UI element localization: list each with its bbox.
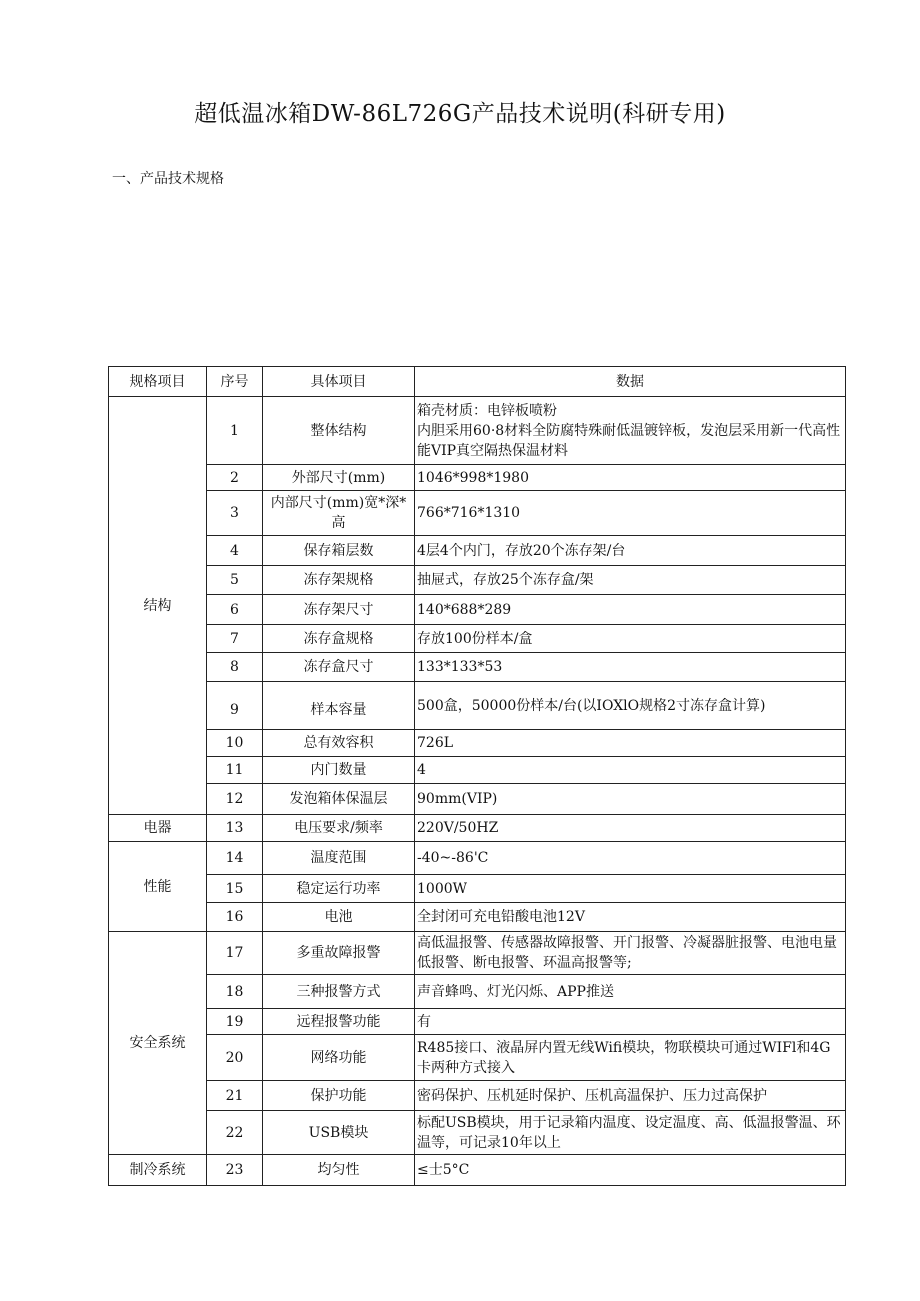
row-number: 6 xyxy=(207,595,263,625)
table-row xyxy=(109,625,846,653)
row-value: 90mm(VIP) xyxy=(415,784,846,815)
row-item: 发泡箱体保温层 xyxy=(263,784,415,815)
header-value: 数据 xyxy=(415,367,846,397)
row-item: 电压要求/频率 xyxy=(263,815,415,842)
table-row xyxy=(109,682,846,730)
row-value: 4 xyxy=(415,757,846,784)
row-value: 140*688*289 xyxy=(415,595,846,625)
table-row xyxy=(109,465,846,491)
table-row xyxy=(109,975,846,1009)
row-item: 总有效容积 xyxy=(263,730,415,757)
row-value: 箱壳材质：电锌板喷粉 内胆采用60·8材料全防腐特殊耐低温镀锌板，发泡层采用新一代高性能VIP真空隔热保温材料 xyxy=(415,397,846,465)
row-item: 稳定运行功率 xyxy=(263,875,415,903)
row-number: 2 xyxy=(207,465,263,491)
row-number: 17 xyxy=(207,932,263,975)
row-value: 1000W xyxy=(415,875,846,903)
row-value: 220V/50HZ xyxy=(415,815,846,842)
row-number: 22 xyxy=(207,1111,263,1155)
table-header-row xyxy=(109,367,846,397)
table-row xyxy=(109,1111,846,1155)
table-row xyxy=(109,875,846,903)
table-row xyxy=(109,397,846,465)
row-number: 3 xyxy=(207,491,263,536)
row-value: 密码保护、压机延时保护、压机高温保护、压力过高保护 xyxy=(415,1081,846,1111)
table-row xyxy=(109,1081,846,1111)
row-number: 12 xyxy=(207,784,263,815)
row-value: 4层4个内门，存放20个冻存架/台 xyxy=(415,536,846,566)
table-row xyxy=(109,784,846,815)
table-row xyxy=(109,1009,846,1035)
category-electric: 电器 xyxy=(109,815,207,842)
row-item: 保存箱层数 xyxy=(263,536,415,566)
table-row xyxy=(109,566,846,595)
row-number: 10 xyxy=(207,730,263,757)
row-item: 内门数量 xyxy=(263,757,415,784)
row-item: 保护功能 xyxy=(263,1081,415,1111)
row-value: -40~-86'C xyxy=(415,842,846,875)
row-item: 三种报警方式 xyxy=(263,975,415,1009)
header-category: 规格项目 xyxy=(109,367,207,397)
row-item: 整体结构 xyxy=(263,397,415,465)
row-item: 电池 xyxy=(263,903,415,932)
row-item: 温度范围 xyxy=(263,842,415,875)
row-item: 冻存盒规格 xyxy=(263,625,415,653)
row-number: 16 xyxy=(207,903,263,932)
spec-table xyxy=(108,366,846,1186)
row-number: 5 xyxy=(207,566,263,595)
table-row xyxy=(109,842,846,875)
row-number: 4 xyxy=(207,536,263,566)
row-value: 全封闭可充电铅酸电池12V xyxy=(415,903,846,932)
row-number: 11 xyxy=(207,757,263,784)
row-value: 1046*998*1980 xyxy=(415,465,846,491)
table-row xyxy=(109,536,846,566)
row-value: 133*133*53 xyxy=(415,653,846,682)
row-number: 8 xyxy=(207,653,263,682)
row-item: 外部尺寸(mm) xyxy=(263,465,415,491)
table-row xyxy=(109,757,846,784)
row-item: 网络功能 xyxy=(263,1035,415,1081)
row-item: 均匀性 xyxy=(263,1155,415,1186)
table-row xyxy=(109,653,846,682)
row-item: 冻存盒尺寸 xyxy=(263,653,415,682)
row-value: 抽屉式，存放25个冻存盒/架 xyxy=(415,566,846,595)
table-row xyxy=(109,932,846,975)
row-value: 声音蜂鸣、灯光闪烁、APP推送 xyxy=(415,975,846,1009)
row-value: R485接口、液晶屏内置无线Wifi模块，物联模块可通过WIFl和4G卡两种方式接入 xyxy=(415,1035,846,1081)
header-number: 序号 xyxy=(207,367,263,397)
row-value: 766*716*1310 xyxy=(415,491,846,536)
row-value: ≤士5°C xyxy=(415,1155,846,1186)
row-value: 高低温报警、传感器故障报警、开门报警、冷凝器脏报警、电池电量低报警、断电报警、环温高报警等; xyxy=(415,932,846,975)
section-heading: 一、产品技术规格 xyxy=(112,171,224,187)
row-number: 21 xyxy=(207,1081,263,1111)
document-title: 超低温冰箱DW-86L726G产品技术说明(科研专用) xyxy=(194,101,726,127)
table-row xyxy=(109,1155,846,1186)
table-row xyxy=(109,1035,846,1081)
row-number: 9 xyxy=(207,682,263,730)
category-cooling: 制冷系统 xyxy=(109,1155,207,1186)
category-safety: 安全系统 xyxy=(109,932,207,1155)
row-item: 样本容量 xyxy=(263,682,415,730)
row-value: 标配USB模块，用于记录箱内温度、设定温度、高、低温报警温、环温等，可记录10年以上 xyxy=(415,1111,846,1155)
row-number: 14 xyxy=(207,842,263,875)
row-value: 500盒，50000份样本/台(以IOXlO规格2寸冻存盒计算) xyxy=(415,682,846,730)
row-number: 15 xyxy=(207,875,263,903)
row-item: USB模块 xyxy=(263,1111,415,1155)
row-item: 远程报警功能 xyxy=(263,1009,415,1035)
row-number: 18 xyxy=(207,975,263,1009)
table-row xyxy=(109,595,846,625)
table-row xyxy=(109,730,846,757)
header-item: 具体项目 xyxy=(263,367,415,397)
row-number: 20 xyxy=(207,1035,263,1081)
table-row xyxy=(109,491,846,536)
row-number: 7 xyxy=(207,625,263,653)
row-number: 13 xyxy=(207,815,263,842)
row-value: 726L xyxy=(415,730,846,757)
row-value: 有 xyxy=(415,1009,846,1035)
category-structure: 结构 xyxy=(109,397,207,815)
row-number: 23 xyxy=(207,1155,263,1186)
row-number: 1 xyxy=(207,397,263,465)
category-performance: 性能 xyxy=(109,842,207,932)
table-row xyxy=(109,815,846,842)
row-value: 存放100份样本/盒 xyxy=(415,625,846,653)
row-item: 冻存架规格 xyxy=(263,566,415,595)
row-item: 多重故障报警 xyxy=(263,932,415,975)
row-item: 内部尺寸(mm)宽*深*高 xyxy=(263,491,415,536)
row-number: 19 xyxy=(207,1009,263,1035)
row-item: 冻存架尺寸 xyxy=(263,595,415,625)
table-row xyxy=(109,903,846,932)
